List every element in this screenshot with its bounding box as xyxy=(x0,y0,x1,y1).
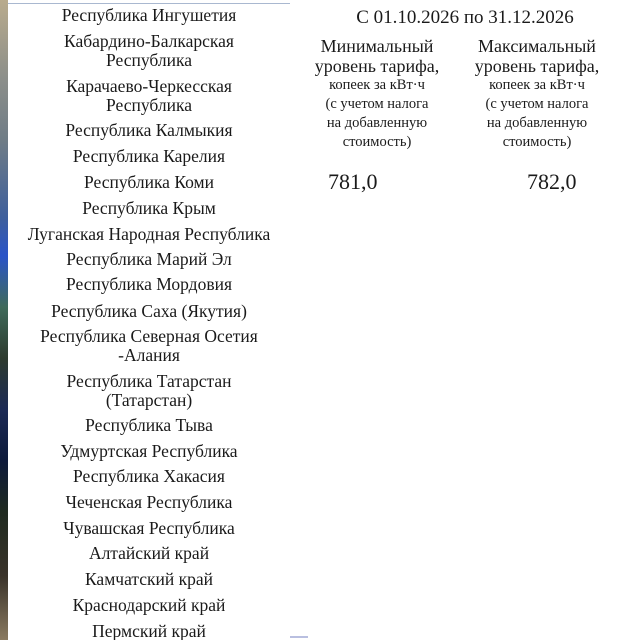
max-sub-line: копеек за кВт·ч xyxy=(489,77,585,93)
region-name: Республика Ингушетия xyxy=(61,5,237,25)
region-name: Краснодарский край xyxy=(72,595,226,615)
min-sub-line: (с учетом налога xyxy=(325,96,429,112)
min-title-line: уровень тарифа, xyxy=(314,56,440,76)
region-name: Республика Марий Эл xyxy=(66,249,232,269)
region-name: (Татарстан) xyxy=(105,390,193,410)
region-name: Республика xyxy=(106,95,192,115)
region-name: Карачаево-Черкесская xyxy=(66,76,232,96)
max-title-line: Максимальный xyxy=(478,36,596,56)
region-name: Республика Карелия xyxy=(72,146,226,166)
region-name: Камчатский край xyxy=(84,569,214,589)
max-title-line: уровень тарифа, xyxy=(474,56,600,76)
scroll-indicator xyxy=(290,636,308,638)
region-name: -Алания xyxy=(118,345,180,365)
period-heading: С 01.10.2026 по 31.12.2026 xyxy=(356,7,574,28)
komi-min-tariff: 781,0 xyxy=(328,169,378,194)
min-sub-line: на добавленную xyxy=(326,115,428,131)
region-name: Республика Татарстан xyxy=(66,371,232,391)
max-tariff-header xyxy=(452,36,622,152)
min-sub-line: стоимость) xyxy=(342,134,412,150)
min-sub-line: копеек за кВт·ч xyxy=(329,77,425,93)
region-name: Пермский край xyxy=(92,621,206,640)
region-name: Республика Тыва xyxy=(85,415,213,435)
max-sub-line: (с учетом налога xyxy=(485,96,589,112)
background-photo-edge xyxy=(0,0,8,640)
region-name: Кабардино-Балкарская xyxy=(64,31,234,51)
region-name: Республика Северная Осетия xyxy=(40,326,258,346)
max-sub-line: на добавленную xyxy=(486,115,588,131)
region-name: Республика Крым xyxy=(82,198,216,218)
region-name: Республика Хакасия xyxy=(73,466,225,486)
region-name: Луганская Народная Республика xyxy=(27,224,271,244)
region-name: Алтайский край xyxy=(88,543,210,563)
region-list xyxy=(8,0,290,640)
region-name: Удмуртская Республика xyxy=(60,441,238,461)
region-name: Чеченская Республика xyxy=(65,492,233,512)
region-name: Чувашская Республика xyxy=(63,518,235,538)
region-name: Республика Мордовия xyxy=(65,274,233,294)
min-tariff-header xyxy=(292,36,462,152)
region-name: Республика Коми xyxy=(84,172,214,192)
komi-max-tariff: 782,0 xyxy=(527,169,577,194)
region-name: Республика Саха (Якутия) xyxy=(51,301,247,321)
region-name: Республика xyxy=(106,50,192,70)
region-name: Республика Калмыкия xyxy=(65,120,233,140)
min-title-line: Минимальный xyxy=(320,36,434,56)
max-sub-line: стоимость) xyxy=(502,134,572,150)
